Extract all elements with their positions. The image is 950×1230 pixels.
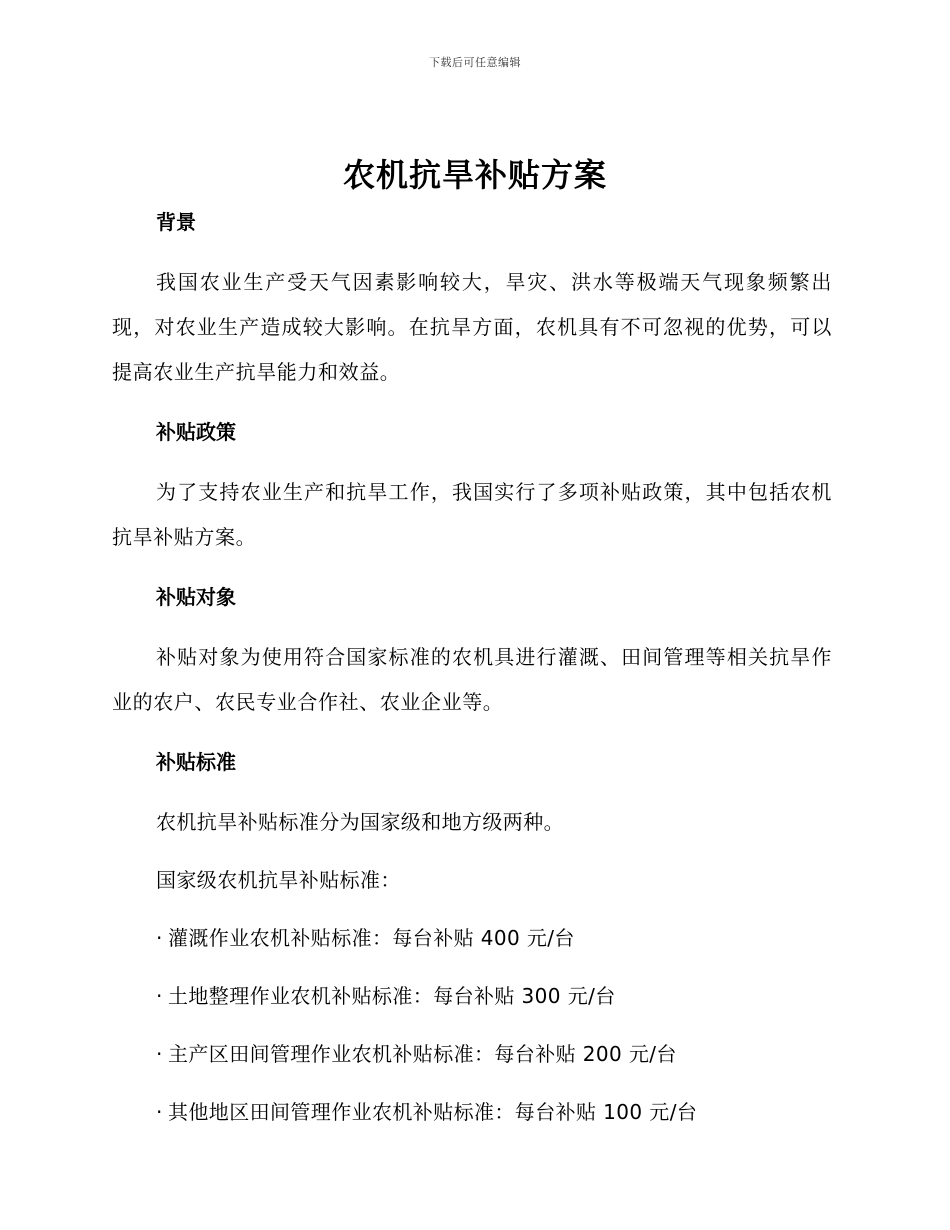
list-item	[112, 1032, 832, 1077]
national-standard-label: 国家级农机抗旱补贴标准：	[156, 868, 401, 892]
list-item-text: 其他地区田间管理作业农机补贴标准：每台补贴 100 元/台	[168, 1100, 698, 1124]
subsidy-standard-list	[112, 916, 832, 1135]
section-subsidy-standard	[112, 744, 832, 1135]
section-heading: 背景	[156, 210, 196, 234]
list-item	[112, 974, 832, 1019]
section-subsidy-target	[112, 579, 832, 744]
section-heading: 补贴对象	[156, 585, 236, 609]
section-paragraph: 补贴对象为使用符合国家标准的农机具进行灌溉、田间管理等相关抗旱作业的农户、农民专业合作社、农业企业等。	[112, 645, 832, 714]
document-body	[112, 204, 832, 1148]
section-paragraph: 为了支持农业生产和抗旱工作，我国实行了多项补贴政策，其中包括农机抗旱补贴方案。	[112, 480, 832, 549]
list-item	[112, 1090, 832, 1135]
bullet-marker: ·	[156, 1100, 163, 1124]
list-item	[112, 916, 832, 961]
section-heading: 补贴标准	[156, 750, 236, 774]
bullet-marker: ·	[156, 984, 163, 1008]
list-item-text: 土地整理作业农机补贴标准：每台补贴 300 元/台	[168, 984, 616, 1008]
section-background	[112, 204, 832, 414]
header-note: 下载后可任意编辑	[429, 56, 521, 69]
document-title: 农机抗旱补贴方案	[342, 156, 607, 194]
bullet-marker: ·	[156, 1042, 163, 1066]
bullet-marker: ·	[156, 926, 163, 950]
list-item-text: 灌溉作业农机补贴标准：每台补贴 400 元/台	[168, 926, 575, 950]
section-heading: 补贴政策	[156, 420, 236, 444]
section-subsidy-policy	[112, 414, 832, 579]
list-item-text: 主产区田间管理作业农机补贴标准：每台补贴 200 元/台	[168, 1042, 677, 1066]
section-paragraph: 我国农业生产受天气因素影响较大，旱灾、洪水等极端天气现象频繁出现，对农业生产造成较大影响。在抗旱方面，农机具有不可忽视的优势，可以提高农业生产抗旱能力和效益。	[112, 270, 832, 384]
standard-intro-line: 农机抗旱补贴标准分为国家级和地方级两种。	[156, 810, 564, 834]
